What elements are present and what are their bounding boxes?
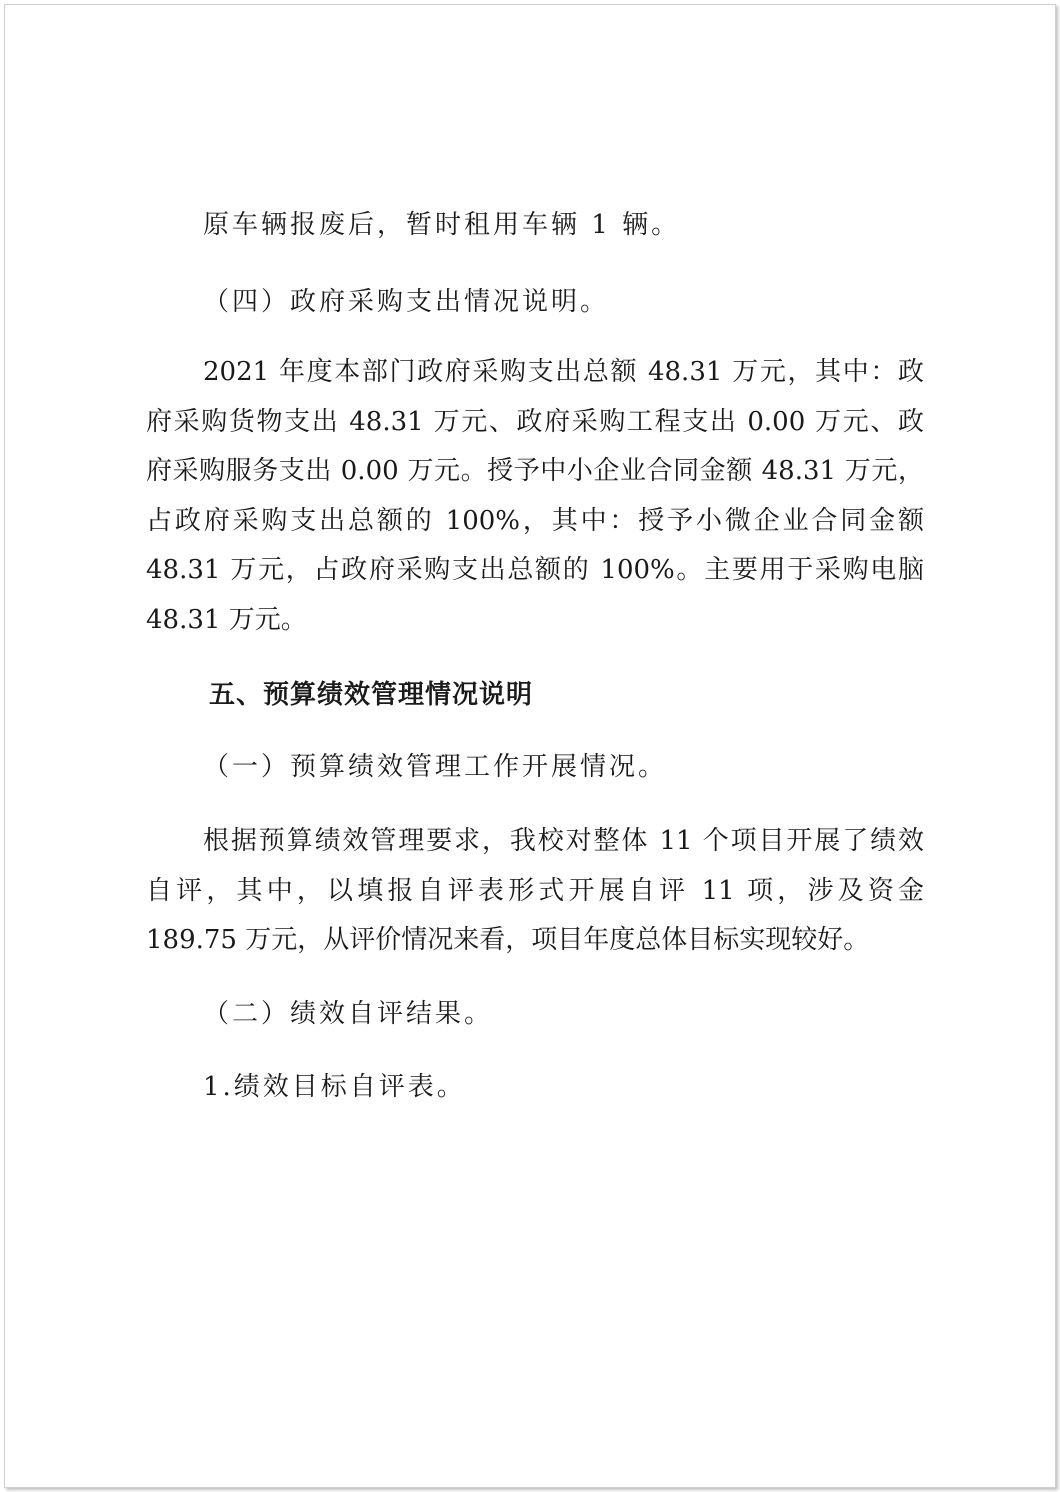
paragraph-line: 2021 年度本部门政府采购支出总额 48.31 万元，其中：政 xyxy=(203,357,924,387)
subsection-heading-1: （一）预算绩效管理工作开展情况。 xyxy=(203,752,668,782)
paragraph-line: 府采购货物支出 48.31 万元、政府采购工程支出 0.00 万元、政 xyxy=(146,407,924,437)
document-page xyxy=(4,4,1056,1488)
section-heading-5: 五、预算绩效管理情况说明 xyxy=(209,680,534,710)
paragraph-line: 48.31 万元，占政府采购支出总额的 100%。主要用于采购电脑 xyxy=(146,555,924,585)
paragraph-line: 189.75 万元，从评价情况来看，项目年度总体目标实现较好。 xyxy=(146,925,870,955)
paragraph-line: 占政府采购支出总额的 100%，其中：授予小微企业合同金额 xyxy=(146,506,924,536)
paragraph-line: 府采购服务支出 0.00 万元。授予中小企业合同金额 48.31 万元， xyxy=(146,456,924,486)
paragraph-line: 根据预算绩效管理要求，我校对整体 11 个项目开展了绩效 xyxy=(203,826,924,856)
paragraph-line: 48.31 万元。 xyxy=(146,605,307,635)
item-heading-1: 1.绩效目标自评表。 xyxy=(203,1072,466,1102)
subsection-heading-2: （二）绩效自评结果。 xyxy=(203,999,494,1029)
paragraph-line: 自评，其中，以填报自评表形式开展自评 11 项，涉及资金 xyxy=(146,876,924,906)
text-line: 原车辆报废后，暂时租用车辆 1 辆。 xyxy=(203,210,681,240)
section-heading-4: （四）政府采购支出情况说明。 xyxy=(203,287,610,317)
